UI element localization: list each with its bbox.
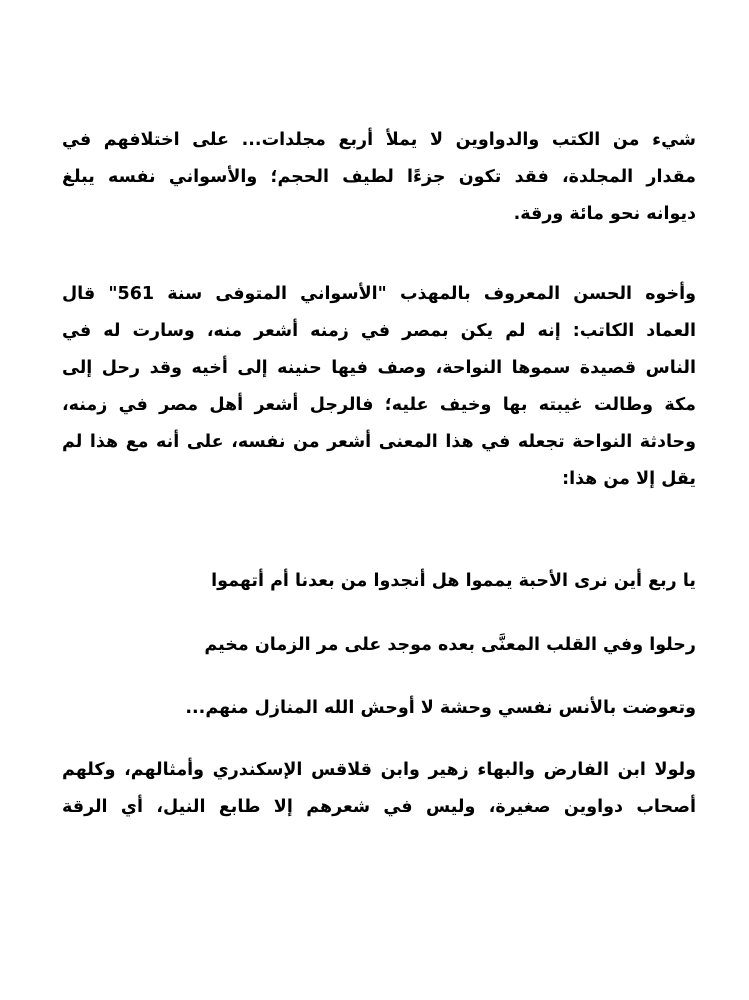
verse-line-1: يا ربع أين نرى الأحبة يمموا هل أنجدوا من بعدنا أم أتهموا [211,571,696,591]
text-line: ولولا ابن الفارض والبهاء زهير وابن قلاقس الإسكندري وأمثالهم، وكلهم [62,760,696,780]
text-line: ديوانه نحو مائة ورقة. [513,204,696,224]
paragraph-2 [62,276,696,498]
text-line: وأخوه الحسن المعروف بالمهذب "الأسواني المتوفى سنة 561" قال [62,284,696,304]
text-line: يقل إلا من هذا: [562,469,696,489]
text-line: مكة وطالت غيبته بها وخيف عليه؛ فالرجل أشعر أهل مصر في زمنه، [62,395,696,415]
text-line: شيء من الكتب والدواوين لا يملأ أربع مجلدات... على اختلافهم في [62,130,696,150]
text-line: مقدار المجلدة، فقد تكون جزءًا لطيف الحجم؛ والأسواني نفسه يبلغ [62,167,696,187]
text-line: أصحاب دواوين صغيرة، وليس في شعرهم إلا طابع النيل، أي الرقة [62,797,696,817]
text-line: الناس قصيدة سموها النواحة، وصف فيها حنينه إلى أخيه وقد رحل إلى [62,358,696,378]
verse-line-3: وتعوضت بالأنس نفسي وحشة لا أوحش الله المنازل منهم... [185,698,696,718]
paragraph-1 [62,122,696,233]
verse-line-2: رحلوا وفي القلب المعنَّى بعده موجد على مر الزمان مخيم [204,635,696,655]
text-line: العماد الكاتب: إنه لم يكن بمصر في زمنه أشعر منه، وسارت له في [62,321,696,341]
text-line: وحادثة النواحة تجعله في هذا المعنى أشعر من نفسه، على أنه مع هذا لم [62,432,696,452]
paragraph-3 [62,752,696,826]
